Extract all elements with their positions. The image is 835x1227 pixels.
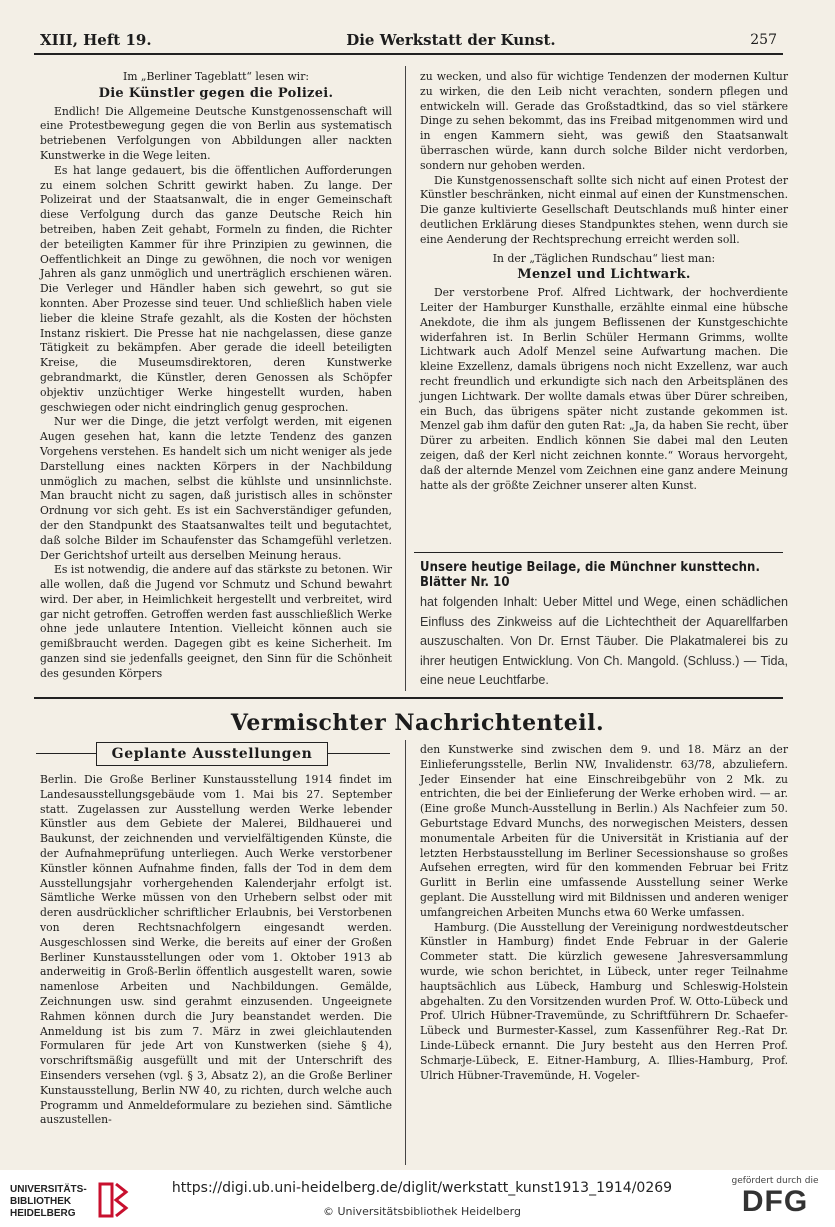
journal-title: Die Werkstatt der Kunst. bbox=[346, 31, 556, 49]
issue-label: XIII, Heft 19. bbox=[40, 31, 152, 49]
dfg-wordmark: DFG bbox=[741, 1185, 809, 1218]
section-title: Vermischter Nachrichtenteil. bbox=[230, 710, 605, 736]
beilage-notice bbox=[420, 560, 788, 691]
library-emblem-icon bbox=[96, 1180, 130, 1220]
paragraph: zu wecken, und also für wichtige Tendenzen der modernen Kultur zu wirken, die den Leib nicht verachten, sondern pflegen und entwickeln will. Gerade das Großstadtkind, das so viel stärkere Dinge zu sehen bekommt, das ins Freibad mitgenommen wird und in engen Kammern sieht, was gewiß den Staatsanwalt überraschen würde, kann durch solche Bilder nicht verdorben, sondern nur gehoben werden. bbox=[420, 70, 788, 172]
paragraph: Berlin. Die Große Berliner Kunstausstellung 1914 findet im Landesausstellungsgebäude vom 1. Mai bis 27. September statt. Zugelassen zur Ausstellung werden Werke lebender Künstler aus dem Gebiete der Malerei, Bildhauerei und Baukunst, der zeichnenden und vervielfältigenden Künste, die der Aufnahmeprüfung unterliegen. Auch Werke verstorbener Künstler können Aufnahme finden, falls der Tod in dem dem Ausstellungsjahr vorhergehenden Kalenderjahr erfolgt ist. Sämtliche Werke müssen von den Urhebern selbst oder mit deren ausdrücklicher schriftlicher Erlaubnis, bei Verstorbenen von deren Rechtsnachfolgern eingesandt werden. Ausgeschlossen sind Werke, die bereits auf einer der Großen Berliner Kunstausstellungen oder vom 1. Oktober 1913 ab anderweitig in Groß-Berlin öffentlich ausgestellt waren, sowie namenlose Arbeiten und Nachbildungen. Gemälde, Zeichnungen usw. sind gerahmt einzusenden. Ungeeignete Rahmen können durch die Jury beanstandet werden. Die Anmeldung ist bis zum 7. März in zwei gleichlautenden Formularen für jede Art von Kunstwerken (siehe § 4), vorschriftsmäßig ausgefüllt und mit der Unterschrift des Einsenders versehen (vgl. § 3, Absatz 2), an die Große Berliner Kunstausstellung, Berlin NW 40, zu richten, durch welche auch Programm und Anmeldeformulare zu beziehen sind. Sämtliche auszustellen- bbox=[40, 773, 392, 1127]
paragraph: Nur wer die Dinge, die jetzt verfolgt werden, mit eigenen Augen gesehen hat, kann die letzte Tendenz des ganzen Vorgehens verstehen. Es handelt sich um nicht weniger als jede Darstellung eines nackten Körpers in der Nachbildung unmöglich zu machen, selbst die kühlste und unsinnlichste. Man braucht nicht zu sagen, daß juristisch alles in schönster Ordnung vor sich geht. Es ist ein Sachverständiger gefunden, der den Standpunkt des Staatsanwaltes teilt und begutachtet, daß solche Bilder im Schaufenster das Schamgefühl verletzen. Der Gerichtshof urteilt aus derselben Meinung heraus. bbox=[40, 415, 392, 562]
funded-by-label: gefördert durch die bbox=[731, 1176, 819, 1186]
paragraph: Es hat lange gedauert, bis die öffentlichen Aufforderungen zu einem solchen Schritt gewirkt haben. Zu lange. Der Polizeirat und der Staatsanwalt, die in enger Gemeinschaft diese Verfolgung durch das ganze Deutsche Reich hin betreiben, haben Zeit gehabt, Formeln zu finden, die Richter der beteiligten Kammer für ihre Prinzipien zu gewinnen, die Oeffentlichkeit an Dinge zu gewöhnen, die noch vor wenigen Jahren als ganz unmöglich und unerträglich erschienen wären. Die Verleger und Händler haben sich gewehrt, so gut sie konnten. Aber Prozesse sind teuer. Und schließlich haben viele lieber die kleine Strafe gezahlt, als die Kosten der höchsten Instanz riskiert. Die Presse hat nie nachgelassen, diese ganze Tätigkeit zu bekämpfen. Aber gerade die ideell beteiligten Kreise, die Museumsdirektoren, deren Kunstwerke gebrandmarkt, die Künstler, deren Genossen als Schöpfer objektiv unzüchtiger Werke hingestellt wurden, haben geschwiegen oder nicht eindringlich genug gesprochen. bbox=[40, 163, 392, 414]
news-column-left bbox=[40, 773, 392, 1163]
header-rule bbox=[34, 53, 783, 55]
beilage-text: hat folgenden Inhalt: Ueber Mittel und Wege, einen schädlichen Einfluss des Zinkweiss auf die Lichtechtheit der Aquarellfarben auszuschalten. Von Dr. Ernst Täuber. Die Plakatmalerei bis zu ihrer heutigen Entwicklung. Von Ch. Mangold. (Schluss.) — Tida, eine neue Leuchtfarbe. bbox=[420, 595, 788, 688]
viewer-footer bbox=[0, 1170, 835, 1227]
paragraph: Die Kunstgenossenschaft sollte sich nicht auf einen Protest der Künstler beschränken, nicht einmal auf einen der Kunstmenschen. Die ganze kultivierte Gesellschaft Deutschlands muß hinter einer deutlichen Erklärung dieses Standpunktes stehen, wenn durch sie eine Aenderung der Rechtsprechung erreicht werden soll. bbox=[420, 173, 788, 246]
beilage-heading: Unsere heutige Beilage, die Münchner kunsttechn. Blätter Nr. 10 bbox=[420, 560, 761, 590]
article-column-left-top bbox=[40, 70, 392, 680]
subsection-header bbox=[36, 740, 390, 768]
article-intro-2: In der „Täglichen Rundschau“ liest man: bbox=[492, 251, 716, 265]
dfg-logo[interactable] bbox=[725, 1176, 825, 1218]
news-column-right bbox=[420, 743, 788, 1163]
article-title: Die Künstler gegen die Polizei. bbox=[98, 85, 334, 101]
paragraph: den Kunstwerke sind zwischen dem 9. und 18. März an der Einlieferungsstelle, Berlin NW, Invalidenstr. 63/78, abzuliefern. Jeder Einsender hat eine Einschreibgebühr von 2 Mk. zu entrichten, die bei der Einlieferung der Werke erhoben wird. — ar. (Eine große Munch-Ausstellung in Berlin.) Als Nachfeier zum 50. Geburtstage Edvard Munchs, des norwegischen Meisters, dessen monumentale Arbeiten für die Universität in Kristiania auf der letzten Herbstausstellung im Berliner Secessionshause so großes Aufsehen erregten, wird für den kommenden Februar bei Fritz Gurlitt in Berlin eine umfassende Ausstellung seiner Werke geplant. Die Ausstellung wird mit Bildnissen und anderen weniger umfangreichen Arbeiten Munchs etwa 60 Werke umfassen. bbox=[420, 743, 788, 919]
library-name-line2: BIBLIOTHEK bbox=[10, 1196, 72, 1207]
page-number: 257 bbox=[750, 32, 777, 48]
column-divider-top bbox=[405, 66, 406, 691]
copyright-notice: © Universitätsbibliothek Heidelberg bbox=[322, 1205, 521, 1218]
library-logo[interactable] bbox=[10, 1180, 150, 1220]
article-title-2: Menzel und Lichtwark. bbox=[517, 267, 691, 283]
permalink-url[interactable]: https://digi.ub.uni-heidelberg.de/diglit/werkstatt_kunst1913_1914/0269 bbox=[171, 1180, 673, 1196]
library-name-line3: HEIDELBERG bbox=[10, 1208, 76, 1219]
section-rule bbox=[34, 697, 783, 699]
running-header bbox=[40, 30, 777, 50]
paragraph: Der verstorbene Prof. Alfred Lichtwark, der hochverdiente Leiter der Hamburger Kunsthalle, erzählte einmal eine hübsche Anekdote, die ihm als jungem Beflissenen der Kunstgeschichte widerfahren ist. In Berlin Schüler Hermann Grimms, wollte Lichtwark auch Adolf Menzel seine Aufwartung machen. Die kleine Exzellenz, damals übrigens noch nicht Exzellenz, war auch recht freundlich und erkundigte sich nach den Arbeitsplänen des jungen Lichtwark. Der wollte damals etwas über Dürer schreiben, ein Buch, das übrigens später nicht zustande gekommen ist. Menzel gab ihm dafür den guten Rat: „Ja, da haben Sie recht, über Dürer zu arbeiten. Endlich können Sie dabei mal den Leuten zeigen, daß der Kerl nicht zeichnen konnte.“ Woraus hervorgeht, daß der alternde Menzel vom Zeichnen eine ganz andere Meinung hatte als der größte Zeichner unserer alten Kunst. bbox=[420, 286, 788, 492]
paragraph: Endlich! Die Allgemeine Deutsche Kunstgenossenschaft will eine Protestbewegung gegen die von Berlin aus systematisch betriebenen Verfolgungen von Abbildungen aller nackten Kunstwerke in die Wege leiten. bbox=[40, 104, 392, 162]
article-column-right-top bbox=[420, 70, 788, 544]
article-intro: Im „Berliner Tageblatt“ lesen wir: bbox=[122, 70, 310, 83]
paragraph: Es ist notwendig, die andere auf das stärkste zu betonen. Wir alle wollen, daß die Jugend vor Schmutz und Schund bewahrt wird. Der aber, in Heimlichkeit hergestellt und verbreitet, wird gar nicht getroffen. Getroffen werden fast ausschließlich Werke ohne jede unlautere Intention. Vielleicht können auch sie gemißbraucht werden. Dagegen gibt es keine Sicherheit. Im ganzen sind sie jedenfalls geeignet, den Sinn für die Schönheit des gesunden Körpers bbox=[40, 563, 392, 680]
beilage-top-rule bbox=[414, 552, 783, 553]
paragraph: Hamburg. (Die Ausstellung der Vereinigung nordwestdeutscher Künstler in Hamburg) findet Ende Februar in der Galerie Commeter statt. Die kürzlich gewesene Jahresversammlung wurde, wie schon berichtet, in Lübeck, unter reger Teilnahme hauptsächlich aus Lübeck, Hamburg und Schleswig-Holstein abgehalten. Zu den Vorsitzenden wurden Prof. W. Otto-Lübeck und Prof. Ulrich Hübner-Travemünde, zu Schriftführern Dr. Schaefer-Lübeck und Burmester-Kassel, zum Kassenführer Reg.-Rat Dr. Linde-Lübeck ernannt. Die Jury besteht aus den Herren Prof. Schmarje-Lübeck, E. Eitner-Hamburg, A. Illies-Hamburg, Prof. Ulrich Hübner-Travemünde, H. Vogeler- bbox=[420, 920, 788, 1082]
subsection-title: Geplante Ausstellungen bbox=[96, 742, 328, 766]
column-divider-bottom bbox=[405, 740, 406, 1165]
library-name-line1: UNIVERSITÄTS- bbox=[10, 1184, 87, 1195]
